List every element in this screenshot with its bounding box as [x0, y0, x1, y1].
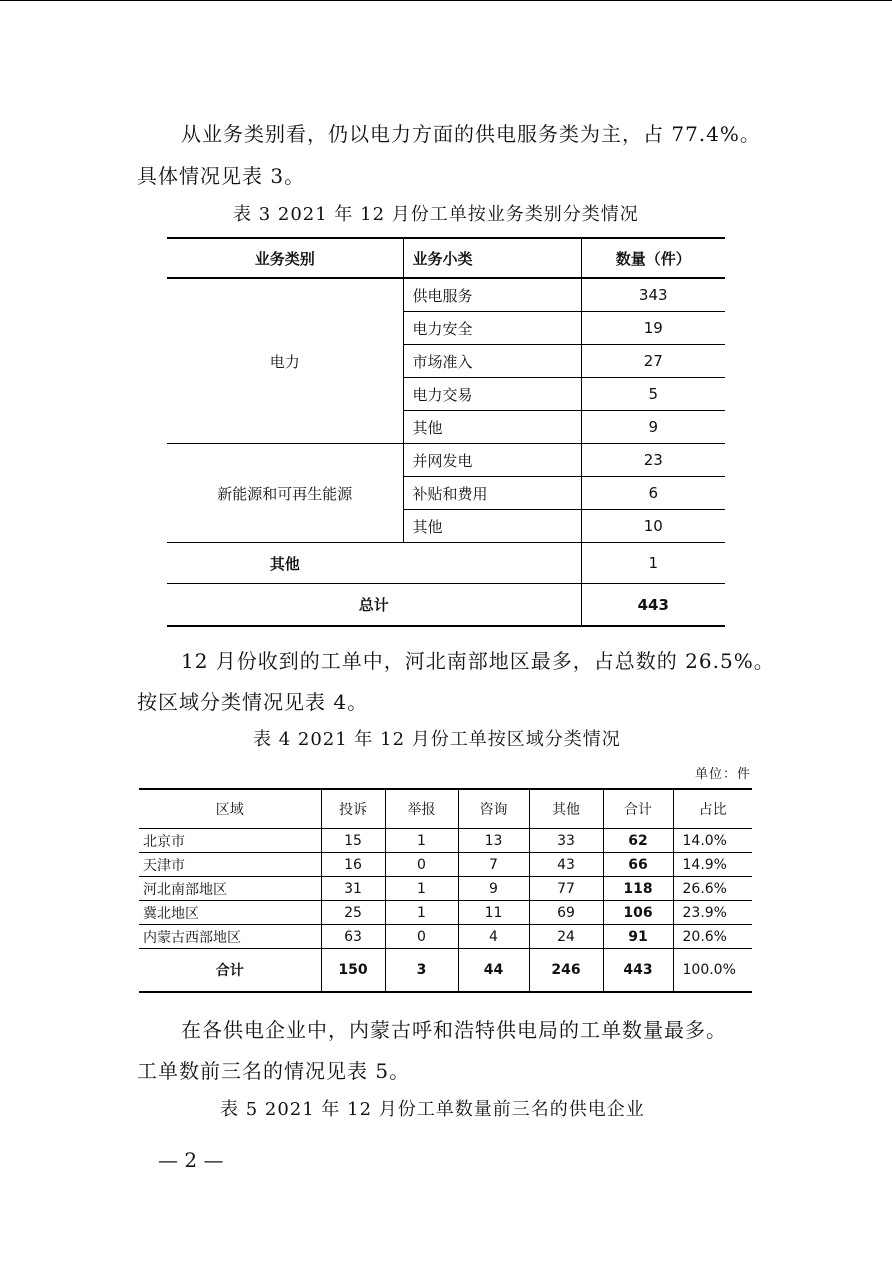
table-4-header-complaint: 投诉: [321, 789, 385, 829]
table-4-inquiry-cell: 11: [458, 901, 529, 925]
table-3-header-count: 数量（件）: [615, 249, 691, 268]
table-3-total-count: 443: [637, 595, 669, 614]
table-3-other-label: 其他: [167, 543, 581, 584]
table-5-caption: 表 5 2021 年 12 月份工单数量前三名的供电企业: [220, 1099, 645, 1120]
table-3-subcategory-cell: 市场准入: [403, 345, 581, 378]
table-4-other-cell: 77: [529, 877, 603, 901]
table-4-other-cell: 33: [529, 829, 603, 853]
paragraph-2-line-2: 按区域分类情况见表 4。: [137, 690, 369, 714]
table-4-total-sum: 443: [603, 949, 673, 993]
table-4-report-cell: 0: [385, 925, 458, 949]
table-4-total-cell: 118: [603, 877, 673, 901]
table-4-report-cell: 0: [385, 853, 458, 877]
paragraph-3-line-2: 工单数前三名的情况见表 5。: [137, 1059, 411, 1083]
table-4-other-cell: 69: [529, 901, 603, 925]
table-4-inquiry-cell: 4: [458, 925, 529, 949]
table-4-unit: 单位：件: [694, 767, 751, 782]
table-4-row: [139, 853, 752, 877]
table-4-region-cell: 河北南部地区: [139, 877, 321, 901]
paragraph-3-line-1: 在各供电企业中，内蒙古呼和浩特供电局的工单数量最多。: [181, 1018, 727, 1042]
table-4-complaint-cell: 15: [321, 829, 385, 853]
table-4-header-report: 举报: [385, 789, 458, 829]
table-3-subcategory-cell: 补贴和费用: [403, 477, 581, 510]
table-4-inquiry-cell: 13: [458, 829, 529, 853]
table-3-category-cell: 新能源和可再生能源: [167, 444, 403, 543]
table-4-total-other: 246: [529, 949, 603, 993]
top-border: [0, 0, 892, 1]
table-4-share-cell: 23.9%: [682, 904, 727, 921]
table-4-total-cell: 106: [603, 901, 673, 925]
page-number: — 2 —: [158, 1148, 224, 1172]
table-4-total-inquiry: 44: [458, 949, 529, 993]
table-4-share-cell: 14.0%: [682, 832, 727, 849]
table-4-region-cell: 北京市: [139, 829, 321, 853]
table-3-other-count: 1: [648, 554, 659, 572]
table-3-subcategory-cell: 电力交易: [403, 378, 581, 411]
paragraph-1-line-2: 具体情况见表 3。: [137, 164, 306, 188]
table-4-share-cell: 26.6%: [682, 880, 727, 897]
table-3-caption: 表 3 2021 年 12 月份工单按业务类别分类情况: [233, 204, 639, 225]
table-4-total-cell: 66: [603, 853, 673, 877]
table-3-subcategory-cell: 电力安全: [403, 312, 581, 345]
table-3-count-cell: 19: [643, 319, 663, 337]
table-4-total-label: 合计: [139, 949, 321, 993]
table-4-header-region: 区域: [139, 789, 321, 829]
table-4-inquiry-cell: 7: [458, 853, 529, 877]
table-4-header-inquiry: 咨询: [458, 789, 529, 829]
table-3-count-cell: 6: [648, 484, 659, 502]
table-3-count-cell: 23: [643, 451, 663, 469]
table-4-region-cell: 天津市: [139, 853, 321, 877]
table-4-report-cell: 1: [385, 877, 458, 901]
table-3-count-cell: 9: [648, 418, 659, 436]
table-4-row: [139, 925, 752, 949]
table-3-count-cell: 10: [643, 517, 663, 535]
table-4-region-cell: 冀北地区: [139, 901, 321, 925]
table-3-total-label: 总计: [167, 584, 581, 627]
table-4-complaint-cell: 16: [321, 853, 385, 877]
table-4-total-complaint: 150: [321, 949, 385, 993]
table-3-header-category: 业务类别: [167, 238, 403, 278]
table-4: [139, 788, 752, 993]
table-4-total-report: 3: [385, 949, 458, 993]
table-4-row: [139, 901, 752, 925]
table-3-count-cell: 5: [648, 385, 659, 403]
table-3-header-subcategory: 业务小类: [403, 238, 581, 278]
table-3: [167, 237, 725, 627]
table-4-share-cell: 20.6%: [682, 928, 727, 945]
table-4-header-share: 占比: [698, 802, 727, 818]
table-3-count-cell: 27: [643, 352, 663, 370]
table-4-caption: 表 4 2021 年 12 月份工单按区域分类情况: [253, 729, 621, 750]
table-4-inquiry-cell: 9: [458, 877, 529, 901]
table-3-subcategory-cell: 供电服务: [403, 278, 581, 312]
table-4-header-total: 合计: [603, 789, 673, 829]
paragraph-1-line-1: 从业务类别看，仍以电力方面的供电服务类为主，占 77.4%。: [181, 122, 761, 146]
table-4-complaint-cell: 63: [321, 925, 385, 949]
table-4-total-cell: 91: [603, 925, 673, 949]
paragraph-2-line-1: 12 月份收到的工单中，河北南部地区最多，占总数的 26.5%。: [181, 649, 775, 673]
table-3-subcategory-cell: 其他: [403, 510, 581, 543]
table-4-complaint-cell: 31: [321, 877, 385, 901]
table-4-other-cell: 24: [529, 925, 603, 949]
table-4-total-cell: 62: [603, 829, 673, 853]
table-4-total-share: 100.0%: [682, 962, 736, 978]
table-4-complaint-cell: 25: [321, 901, 385, 925]
table-4-header-other: 其他: [529, 789, 603, 829]
table-3-subcategory-cell: 其他: [403, 411, 581, 444]
table-3-count-cell: 343: [638, 286, 668, 304]
table-4-other-cell: 43: [529, 853, 603, 877]
table-4-region-cell: 内蒙古西部地区: [139, 925, 321, 949]
table-3-category-cell: 电力: [167, 278, 403, 444]
table-4-report-cell: 1: [385, 829, 458, 853]
table-4-row: [139, 829, 752, 853]
table-4-row: [139, 877, 752, 901]
table-4-report-cell: 1: [385, 901, 458, 925]
table-4-share-cell: 14.9%: [682, 856, 727, 873]
table-3-subcategory-cell: 并网发电: [403, 444, 581, 477]
